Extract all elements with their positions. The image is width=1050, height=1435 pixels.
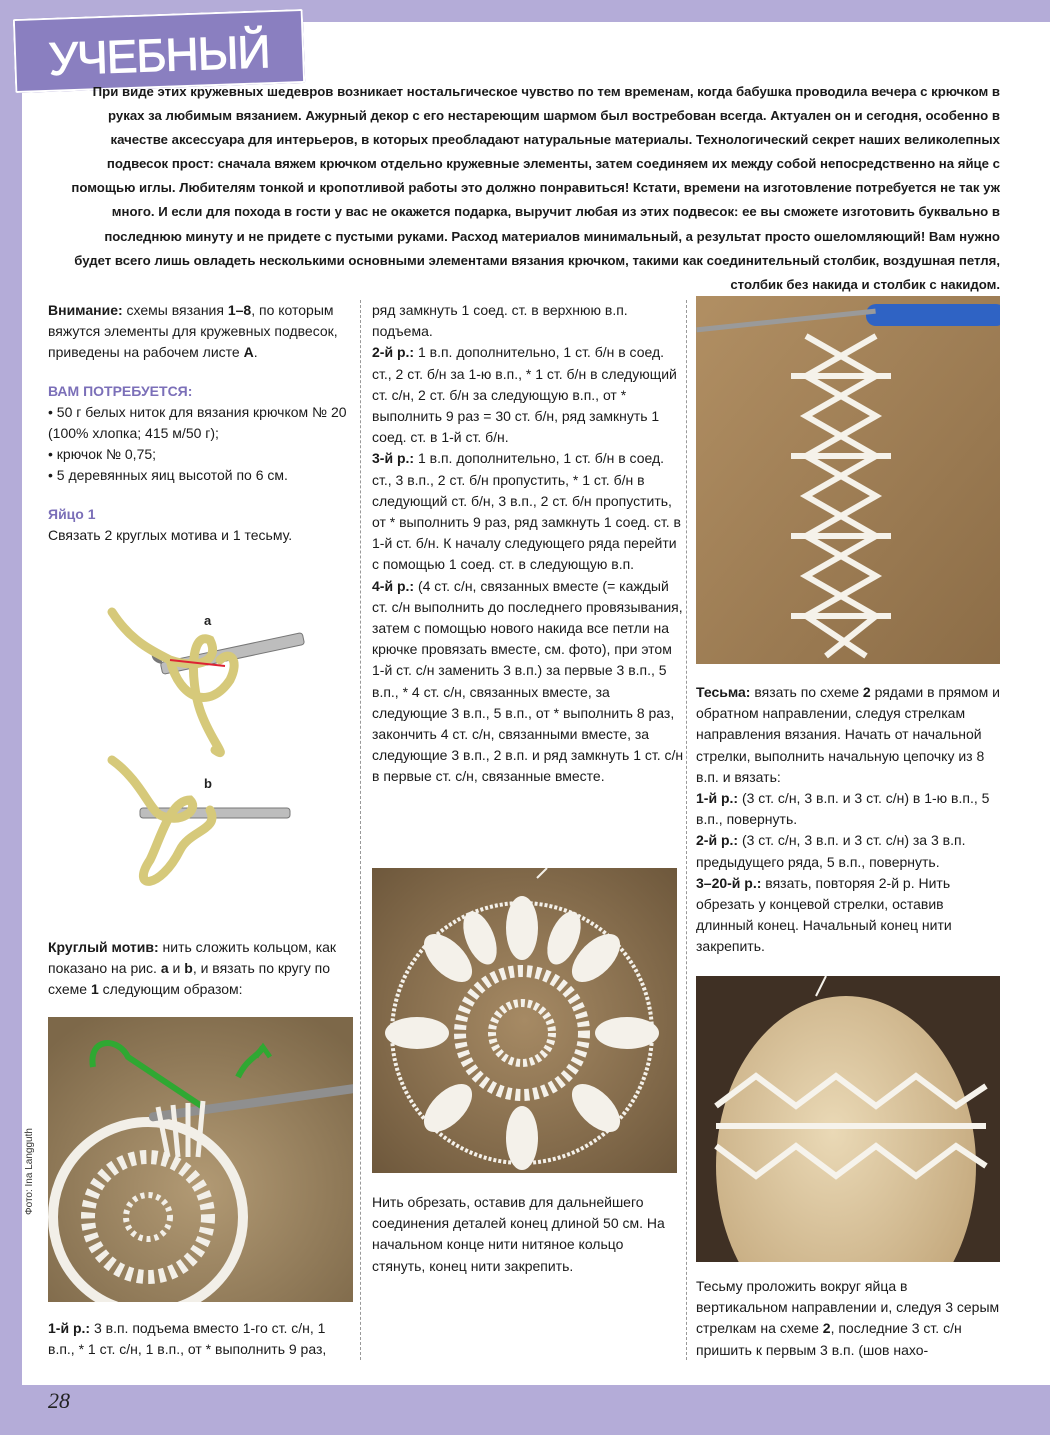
egg-heading: Яйцо 1 (48, 505, 96, 522)
left-border (0, 0, 22, 1435)
row4-text (372, 576, 684, 788)
row3-label: 3-й р.: (372, 450, 415, 467)
fig-label-a: a (204, 613, 212, 628)
final-body: 2 (822, 1320, 831, 1337)
tape-row2-body: (3 ст. с/н, 3 в.п. и 3 ст. с/н) за 3 в.п. предыдущего ряда, 5 в.п., повернуть. (696, 832, 966, 870)
tape-row2-label: 2-й р.: (696, 832, 739, 849)
row1-label: 1-й р.: (48, 1320, 91, 1336)
row1-continued: ряд замкнуть 1 соед. ст. в верхнюю в.п. подъема. (372, 302, 628, 340)
row1-body: 3 в.п. подъема вместо 1-го ст. с/н, 1 в.п., * 1 ст. с/н, 1 в.п., от * выполнить 9 раз, (48, 1320, 327, 1358)
column-3 (696, 682, 1000, 958)
photo-round-motif (372, 868, 677, 1173)
row2-body: 1 в.п. дополнительно, 1 ст. б/н в соед. ст., 2 ст. б/н за 1-ю в.п., * 1 ст. б/н в следующий ст. с/н, 2 ст. б/н за следующую в.п., от * выполнить 9 раз = 30 ст. б/н, ряд замкнуть 1 соед. ст. в 1-й ст. б/н. (372, 344, 677, 446)
motif-label: Круглый мотив: (48, 939, 159, 955)
intro-paragraph: При виде этих кружевных шедевров возникает ностальгическое чувство по тем временам, когда бабушка проводила вечера с крючком в руках за любимым вязанием. Ажурный декор с его нестареющим шармом был востребован всегда. Актуален он и сегодня, особенно в качестве аксессуара для интерьеров, в которых преобладают натуральные материалы. Технологический секрет наших великолепных подвесок прост: сначала вяжем крючком отдельно кружевные элементы, затем соединяем их между собой непосредственно на яйце с помощью иглы. Любителям тонкой и кропотливой работы это должно понравиться! Кстати, времени на изготовление потребуется не так уж много. И если для похода в гости у вас не окажется подарка, выручит любая из этих подвесок: ее вы сможете изготовить буквально в последнюю минуту и не придете с пустыми руками. Расход материалов минимальный, а результат просто ошеломляющий! Вам нужно будет всего лишь овладеть несколькими основными элементами вязания крючком, такими как соединительный столбик, воздушная петля, столбик без накида и столбик с накидом. (71, 84, 1000, 292)
column-2 (372, 300, 684, 788)
row1-text (48, 1318, 353, 1360)
tape-text: 2 (862, 684, 871, 700)
tape-row1-label: 1-й р.: (696, 790, 739, 807)
ring-diagram (90, 600, 330, 900)
photo-hook-motif (48, 1017, 353, 1302)
motif-text: a (160, 960, 169, 977)
motif-intro (48, 937, 348, 1001)
column-divider (360, 300, 361, 1360)
motif-text: и (168, 960, 185, 977)
tape-intro (696, 682, 1000, 788)
page-number: 28 (48, 1388, 70, 1413)
final-body: Тесьму проложить вокруг яйца в вертикальном направлении и, следуя 3 серым стрелкам на схеме (696, 1278, 1000, 1337)
motif-text: , и вязать по кругу по схеме (48, 960, 331, 998)
tape-text: рядами в прямом и обратном направлении, следуя стрелкам направления вязания. Начать от начальной стрелки, выполнить начальную цепочку из 8 в.п. и вязать: (696, 684, 1000, 785)
final-text (696, 1276, 1000, 1361)
tape-text: вязать по схеме (750, 684, 863, 700)
photo-credit: Фото: Ina Langguth (24, 1128, 35, 1215)
column-divider (686, 300, 687, 1360)
row3-text (372, 448, 684, 575)
column-1 (48, 300, 348, 546)
attention-note (48, 300, 348, 364)
materials-item: • 5 деревянных яиц высотой по 6 см. (48, 467, 288, 484)
materials-item: • 50 г белых ниток для вязания крючком № 20 (100% хлопка; 415 м/50 г); (48, 403, 347, 442)
attention-text: А (243, 344, 254, 361)
tape-row1 (696, 788, 1000, 830)
tape-row3-label: 3–20-й р.: (696, 874, 762, 891)
motif-text: 1 (90, 981, 99, 998)
finish-text: Нить обрезать, оставив для дальнейшего соединения деталей конец длиной 50 см. На начальном конце нити нитяное кольцо стянуть, конец нити закрепить. (372, 1194, 665, 1274)
photo-egg (696, 976, 1000, 1262)
motif-text: нить сложить кольцом, как показано на рис. (48, 939, 337, 977)
materials-heading: ВАМ ПОТРЕБУЕТСЯ: (48, 382, 193, 399)
row4-body: (4 ст. с/н, связанных вместе (= каждый ст. с/н выполнить до последнего провязывания, затем с помощью нового накида все петли на крючке провязать вместе, см. фото), при этом 1-й ст. с/н заменить 3 в.п.) за первые 3 в.п., 5 в.п., * 4 ст. с/н, связанных вместе, за следующие 3 в.п., 5 в.п., от * выполнить 8 раз, закончить 4 ст. с/н, связанными вместе, за следующие 3 в.п., 2 в.п. и ряд замкнуть 1 ст. с/н в первые ст. с/н, связанные вместе. (372, 577, 684, 785)
yarn-b (112, 760, 212, 881)
photo-lace-tape (696, 296, 1000, 664)
attention-text: . (253, 344, 258, 361)
egg-text: Связать 2 круглых мотива и 1 тесьму. (48, 526, 293, 543)
tape-row3 (696, 873, 1000, 958)
motif-text: следующим образом: (98, 981, 243, 998)
tape-label: Тесьма: (696, 684, 751, 700)
tape-row1-body: (3 ст. с/н, 3 в.п. и 3 ст. с/н) в 1-ю в.п., 5 в.п., повернуть. (696, 790, 990, 828)
row4-label: 4-й р.: (372, 577, 415, 594)
tape-row2 (696, 830, 1000, 872)
row3-body: 1 в.п. дополнительно, 1 ст. б/н в соед. ст., 3 в.п., 2 ст. б/н пропустить, * 1 ст. б/н в следующий ст. б/н, 3 в.п., 2 ст. б/н пропустить, от * выполнить 9 раз, ряд замкнуть 1 соед. ст. в 1-й ст. б/н. К началу следующего ряда перейти с помощью 1 соед. ст. в следующую в.п. (372, 450, 681, 573)
attention-text: схемы вязания (122, 302, 228, 318)
motif-text: b (184, 960, 193, 977)
yarn-a (112, 612, 234, 753)
tape-row3-body: вязать, повторяя 2-й р. Нить обрезать у концевой стрелки, оставив длинный конец. Начальный конец нити закрепить. (696, 874, 952, 955)
materials-item: • крючок № 0,75; (48, 446, 157, 463)
final-body: , последние 3 ст. с/н пришить к первым 3 в.п. (шов нахо- (696, 1320, 962, 1358)
bottom-border (0, 1385, 1050, 1435)
row2-text (372, 342, 684, 448)
attention-text: , по которым вяжутся элементы для кружевных подвесок, приведены на рабочем листе (48, 302, 338, 361)
row2-label: 2-й р.: (372, 344, 415, 361)
fig-label-b: b (204, 776, 212, 791)
attention-text: 1–8 (227, 302, 252, 318)
attention-label: Внимание: (48, 302, 123, 318)
section-title: УЧЕБНЫЙ КУРС (47, 25, 271, 137)
